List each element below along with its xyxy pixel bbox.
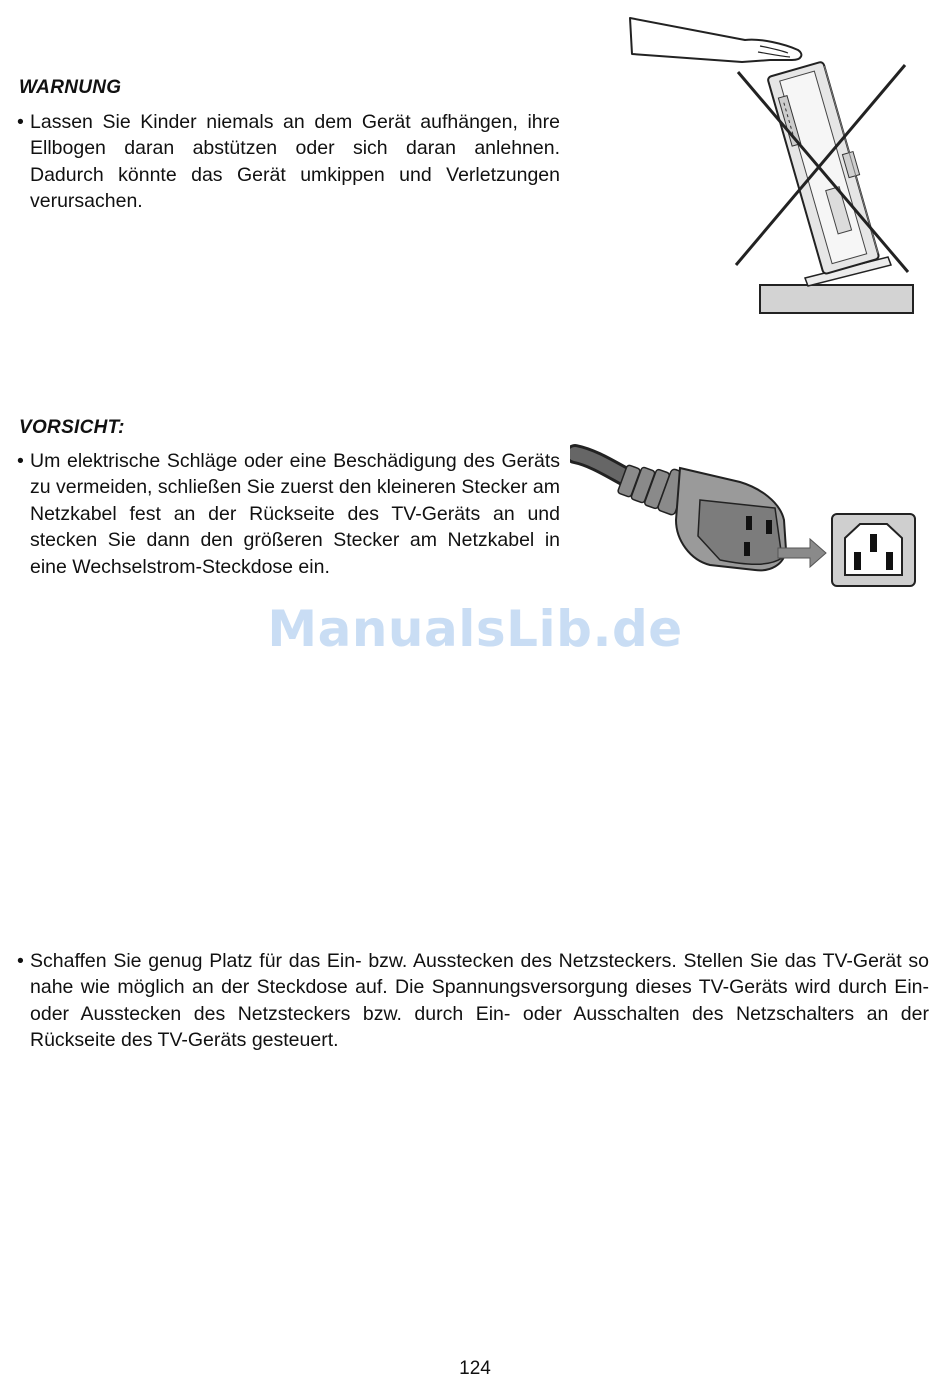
bullet: • xyxy=(17,450,24,472)
hinweis-paragraph xyxy=(17,948,929,1054)
warnung-paragraph xyxy=(17,109,560,215)
vorsicht-text: Um elektrische Schläge oder eine Beschädigung des Geräts zu vermeiden, schließen Sie zuerst den kleineren Stecker am Netzkabel fest an der Rückseite des TV-Geräts an und stecken Sie dann den größeren Stecker am Netzkabel in eine Wechselstrom-Steckdose ein. xyxy=(30,450,561,578)
hinweis-text: Schaffen Sie genug Platz für das Ein- bzw. Ausstecken des Netzsteckers. Stellen Sie das TV-Gerät so nahe wie möglich an der Steckdose auf. Die Spannungsversorgung dieses TV-Geräts wird durch Ein- oder Ausstecken des Netzsteckers bzw. durch Ein- oder Ausschalten des Netzschalters an der Rückseite des TV-Geräts gesteuert. xyxy=(30,950,929,1052)
tv-tipping-warning-illustration xyxy=(620,10,925,320)
bullet: • xyxy=(17,950,24,972)
page-number: 124 xyxy=(459,1358,491,1379)
power-cord-socket-illustration xyxy=(570,440,920,590)
warnung-text: Lassen Sie Kinder niemals an dem Gerät aufhängen, ihre Ellbogen daran abstützen oder sich daran anlehnen. Dadurch könnte das Gerät umkippen und Verletzungen verursachen. xyxy=(30,111,560,213)
warnung-heading: WARNUNG xyxy=(19,77,122,98)
watermark: ManualsLib.de xyxy=(267,600,683,658)
vorsicht-heading: VORSICHT: xyxy=(19,417,125,438)
vorsicht-paragraph xyxy=(17,448,560,580)
bullet: • xyxy=(17,111,24,133)
